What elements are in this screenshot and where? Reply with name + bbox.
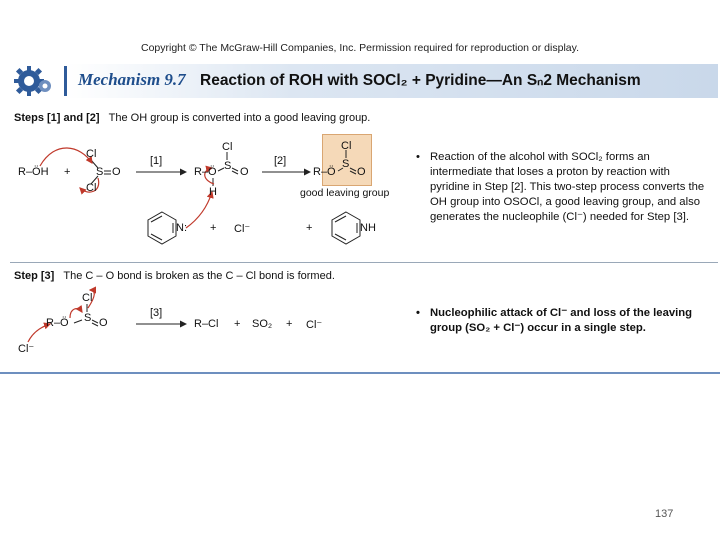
steps12-bullet	[416, 150, 710, 225]
product-o: O	[357, 166, 366, 178]
chloride-ion: Cl⁻	[234, 223, 251, 235]
intermediate-s: S	[224, 160, 232, 172]
leaving-group-caption: good leaving group	[300, 187, 390, 199]
step3-bullet	[416, 306, 710, 336]
steps12-bullet-text: Reaction of the alcohol with SOCl₂ forms an intermediate that loses a proton by reaction with pyridine in Step [2]. This two-step process converts the OH group into OSOCl, a good leaving group, and also generates the nucleophile (Cl⁻) needed for Step [3].	[430, 151, 705, 223]
plus-sign: +	[64, 166, 71, 178]
pyridinium-ring	[332, 212, 360, 244]
copyright-notice: Copyright © The McGraw-Hill Companies, Inc. Permission required for reproduction or display.	[140, 42, 580, 54]
mechanism-title: Reaction of ROH with SOCl₂ + Pyridine—An Sₙ2 Mechanism	[200, 72, 641, 89]
arrow1-label: [1]	[150, 155, 163, 167]
bullet-dot: •	[416, 151, 420, 163]
plus-sign: +	[210, 222, 217, 234]
intermediate-ro: R–Ö	[194, 166, 217, 178]
product-cl: Cl	[341, 140, 352, 152]
socl2-cl-bottom: Cl	[86, 182, 97, 194]
product-s: S	[342, 158, 350, 170]
socl2-cl-top: Cl	[86, 148, 97, 160]
step3-s: S	[84, 312, 92, 324]
step3-description: The C – O bond is broken as the C – Cl bond is formed.	[63, 270, 335, 282]
step3-ro: R–Ö	[46, 317, 69, 329]
arrow3-label: [3]	[150, 307, 163, 319]
pyridine-ring	[148, 212, 176, 244]
product-so2: SO₂	[252, 318, 273, 330]
product-ro: R–Ö	[313, 166, 336, 178]
bullet-dot: •	[416, 307, 420, 319]
product-rcl: R–Cl	[194, 318, 219, 330]
mechanism-label: Mechanism 9.7	[78, 70, 186, 89]
curved-arrow	[70, 309, 82, 318]
plus-sign: +	[286, 318, 293, 330]
socl2-s: S	[96, 166, 104, 178]
reactant-alcohol: R–ÖH	[18, 166, 49, 178]
intermediate-cl: Cl	[222, 141, 233, 153]
plus-sign: +	[306, 222, 313, 234]
step3-label: Step [3]	[14, 270, 55, 282]
step3-chloride: Cl⁻	[18, 343, 35, 355]
plus-sign: +	[234, 318, 241, 330]
step3-heading	[14, 270, 335, 282]
steps12-description: The OH group is converted into a good leaving group.	[108, 112, 371, 124]
arrow2-label: [2]	[274, 155, 287, 167]
socl2-o: O	[112, 166, 121, 178]
step3-o: O	[99, 317, 108, 329]
intermediate-h: H	[209, 186, 217, 198]
curved-arrow	[40, 148, 92, 166]
section-divider	[10, 262, 718, 263]
product-chloride: Cl⁻	[306, 319, 323, 331]
step3-cl-top: Cl	[82, 292, 93, 304]
step3-bullet-text: Nucleophilic attack of Cl⁻ and loss of the leaving group (SO₂ + Cl⁻) occur in a single step.	[430, 307, 693, 334]
bottom-rule	[0, 372, 720, 374]
pyridinium-nh: NH	[360, 222, 376, 234]
intermediate-o: O	[240, 166, 249, 178]
page-number: 137	[655, 508, 674, 520]
steps12-label: Steps [1] and [2]	[14, 112, 100, 124]
pyridine-n: N:	[176, 222, 187, 234]
